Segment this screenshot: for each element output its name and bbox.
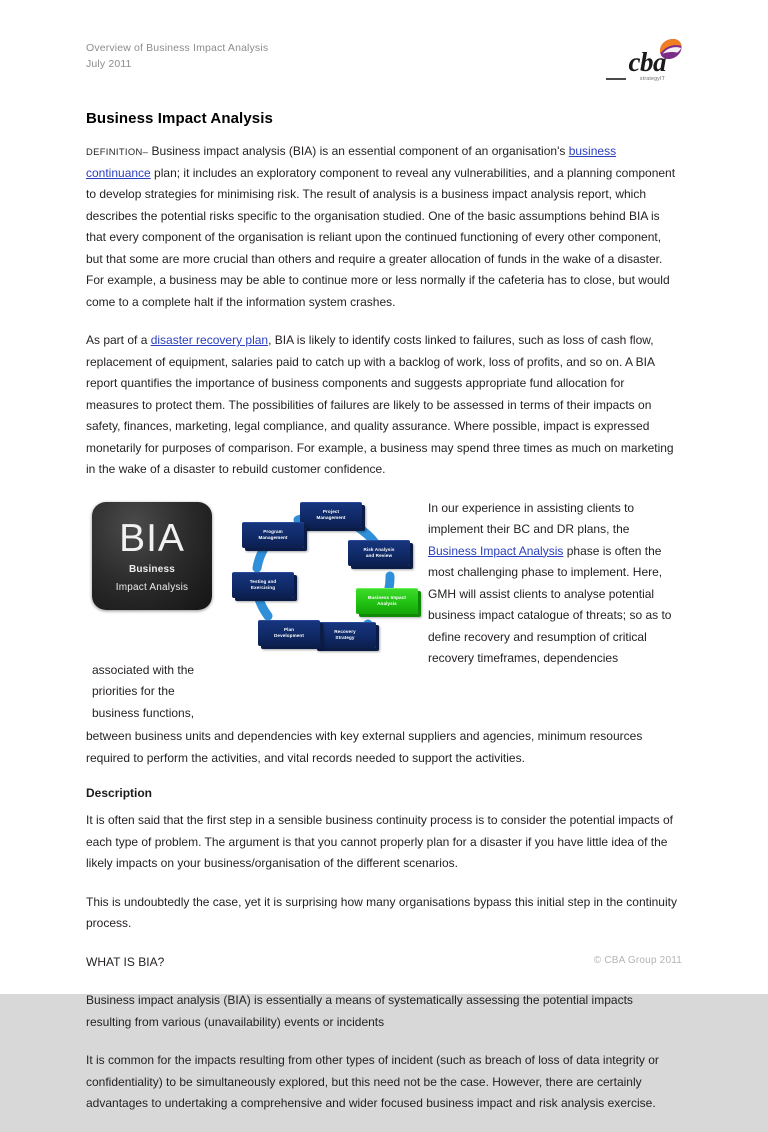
cycle-node-plan-development: Plan Development: [258, 620, 320, 646]
disaster-recovery-plan-link[interactable]: disaster recovery plan: [150, 333, 269, 347]
bia-badge-acronym: BIA: [119, 516, 185, 560]
document-header: [86, 40, 678, 88]
document-footer: © CBA Group 2011: [593, 955, 682, 966]
description-heading: Description: [86, 786, 153, 800]
cycle-node-project-management: Project Management: [300, 502, 362, 528]
cycle-node-recovery-strategy: Recovery Strategy: [314, 622, 376, 648]
figure-left-column-text: [92, 660, 212, 725]
page-title: Business Impact Analysis: [86, 110, 273, 127]
business-impact-analysis-link[interactable]: Business Impact Analysis: [428, 543, 564, 558]
cba-logo-wordmark: cba: [628, 47, 666, 77]
wrap-right-part1: In our experience in assisting clients to implement their BC and DR plans, the: [428, 500, 635, 536]
wrap-left-paragraph: associated with the priorities for the business functions,: [92, 662, 195, 720]
wrap-right-paragraph: [428, 498, 678, 670]
wrap-right-part2: phase is often the most challenging phase to implement. Here, GMH will assist clients to analyse potential business impact catalogue of threats; so as to define recovery and resumption of critical recovery timeframes, dependencies: [428, 543, 672, 665]
disaster-recovery-paragraph: [86, 330, 678, 481]
cycle-node-business-impact-analysis: Business Impact Analysis: [356, 588, 418, 614]
what-is-bia-paragraph: Business impact analysis (BIA) is essentially a means of systematically assessing the potential impacts resulting from various (unavailability) events or incidents: [86, 993, 633, 1029]
what-is-bia-subheading: WHAT IS BIA?: [86, 954, 165, 969]
cycle-node-risk-analysis-and-review: Risk Analysis and Review: [348, 540, 410, 566]
paragraph2-part1: As part of a: [86, 333, 151, 347]
header-overview-line: Overview of Business Impact Analysis: [86, 42, 269, 54]
header-date-line: July 2011: [86, 58, 132, 70]
definition-label: DEFINITION–: [86, 146, 149, 157]
description-paragraph-4: It is common for the impacts resulting from other types of incident (such as breach of loss of data integrity or confidentiality) to be simultaneously explored, but this need not be the case. However, there are certainly advantages to undertaking a comprehensive and wider focused business impact and risk analysis exercise.: [86, 1053, 659, 1110]
business-continuance-link[interactable]: business continuance: [86, 144, 617, 180]
paragraph2-part2: , BIA is likely to identify costs linked to failures, such as loss of cash flow, replacement of equipment, salaries paid to catch up with a backlog of work, loss of profits, and so on. A BIA report quantifies the importance of business components and suggests appropriate fund allocation for measures to protect them. The possibilities of failures are likely to be assessed in terms of their impacts on safety, finances, marketing, legal compliance, and quality assurance. Where possible, impact is expressed monetarily for purposes of comparison. For example, a business may spend three times as much on marketing in the wake of a disaster to rebuild customer confidence.: [86, 333, 674, 476]
cba-logo-tagline: strategyIT: [639, 76, 665, 82]
cycle-node-testing-and-exercising: Testing and Exercising: [232, 572, 294, 598]
definition-text-part2: plan; it includes an exploratory component to reveal any vulnerabilities, and a planning component to develop strategies for minimising risk. The result of analysis is a business impact analysis report, which describes the potential risks specific to the organisation studied. One of the basic assumptions behind BIA is that every component of the organisation is reliant upon the continued functioning of every other component, but that some are more crucial than others and require a greater allocation of funds in the wake of a disaster. For example, a business may be able to continue more or less normally if the cafeteria has to close, but would come to a complete halt if the information system crashes.: [86, 165, 676, 309]
figure-and-wrapped-text: [86, 498, 678, 770]
cba-logo: [580, 38, 684, 86]
figure-right-column-text: [428, 498, 678, 670]
bia-badge-image: [92, 502, 212, 610]
definition-paragraph: [86, 141, 678, 313]
definition-text-part1: Business impact analysis (BIA) is an essential component of an organisation's: [148, 144, 569, 158]
cycle-node-program-management: Program Management: [242, 522, 304, 548]
description-paragraph-1: It is often said that the first step in a sensible business continuity process is to consider the potential impacts of each type of problem. The argument is that you cannot properly plan for a disaster if you have little idea of the likely impacts on your business/organisation of the different scenarios.: [86, 813, 673, 870]
bc-lifecycle-diagram: [228, 498, 418, 660]
bia-badge-line2: Impact Analysis: [115, 581, 189, 593]
document-content: [86, 40, 678, 1132]
bia-badge-line1: Business: [128, 563, 176, 575]
cba-logo-rule: [606, 78, 626, 80]
wrap-tail-paragraph: between business units and dependencies with key external suppliers and agencies, minimum resources required to perform the activities, and vital records needed to support the activities.: [86, 729, 643, 765]
description-paragraph-2: This is undoubtedly the case, yet it is surprising how many organisations bypass this initial step in the continuity process.: [86, 894, 677, 930]
